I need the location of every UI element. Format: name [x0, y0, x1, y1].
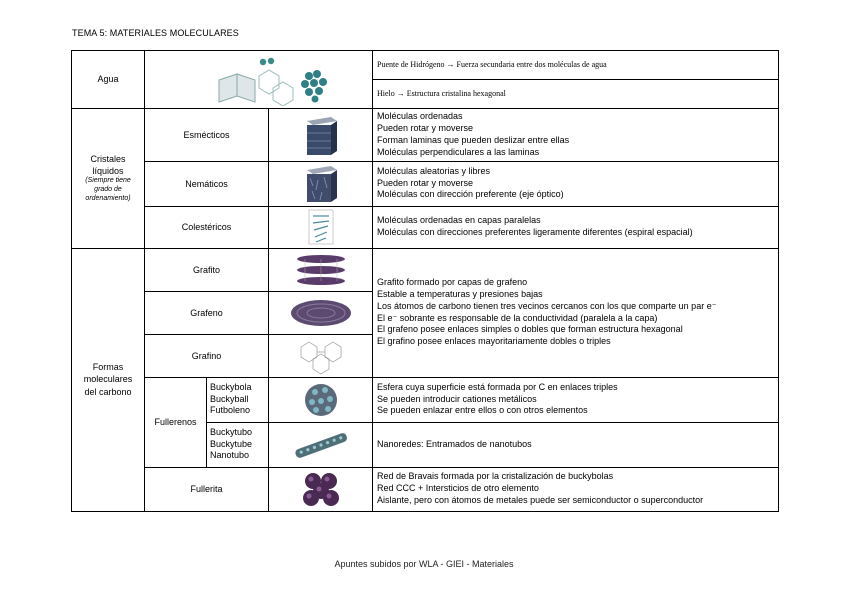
cristales-label: Cristales líquidos (Siempre tiene grado de ordenamiento) — [72, 109, 145, 249]
materials-table — [71, 50, 779, 512]
fullerita-desc: Red de Bravais formada por la cristalización de buckybolas Red CCC + Intersticios de otro elemento Aislante, pero con átomos de metales puede ser semiconductor o superconductor — [373, 467, 779, 511]
water-structure-image — [145, 51, 373, 109]
buckyball-image — [269, 377, 373, 422]
carbono-shared-desc: Grafito formado por capas de grafeno Estable a temperaturas y presiones bajas Los átomos de carbono tienen tres vecinos cercanos con los que comparte un par e⁻ El e⁻ sobrante es responsable de la conductividad (paralela a la capa) El grafeno posee enlaces simples o dobles que forman estructura hexagonal El grafino posee enlaces mayoritariamente dobles o triples — [373, 248, 779, 377]
buckybola-names: Buckybola Buckyball Futboleno — [207, 377, 269, 422]
grafeno-image — [269, 291, 373, 334]
fullerite-image — [269, 467, 373, 511]
esmecticos-label: Esmécticos — [145, 109, 269, 162]
fullerita-label: Fullerita — [145, 467, 269, 511]
agua-desc-2: Hielo → Estructura cristalina hexagonal — [373, 80, 779, 109]
page-title: TEMA 5: MATERIALES MOLECULARES — [72, 28, 239, 38]
colestericos-desc: Moléculas ordenadas en capas paralelas Moléculas con direcciones preferentes ligeramente diferentes (espiral espacial) — [373, 206, 779, 248]
agua-label: Agua — [72, 51, 145, 109]
carbono-label: Formas moleculares del carbono — [72, 248, 145, 511]
nematicos-desc: Moléculas aleatorias y libres Pueden rotar y moverse Moléculas con dirección preferente (eje óptico) — [373, 161, 779, 206]
colestericos-image — [269, 206, 373, 248]
page-footer: Apuntes subidos por WLA - GIEI - Materiales — [334, 559, 514, 569]
nematicos-image — [269, 161, 373, 206]
grafino-label: Grafino — [145, 334, 269, 377]
buckytubo-desc: Nanoredes: Entramados de nanotubos — [373, 422, 779, 467]
nanotube-image — [269, 422, 373, 467]
grafino-image — [269, 334, 373, 377]
grafito-label: Grafito — [145, 248, 269, 291]
esmecticos-desc: Moléculas ordenadas Pueden rotar y moverse Forman laminas que pueden deslizar entre ellas Moléculas perpendiculares a las laminas — [373, 109, 779, 162]
agua-desc-1: Puente de Hidrógeno → Fuerza secundaria entre dos moléculas de agua — [373, 51, 779, 80]
buckytubo-names: Buckytubo Buckytube Nanotubo — [207, 422, 269, 467]
colestericos-label: Colestéricos — [145, 206, 269, 248]
esmecticos-image — [269, 109, 373, 162]
grafito-image — [269, 248, 373, 291]
buckybola-desc: Esfera cuya superficie está formada por C en enlaces triples Se pueden introducir cationes metálicos Se pueden enlazar entre ellos o con otros elementos — [373, 377, 779, 422]
fullerenos-label: Fullerenos — [145, 377, 207, 467]
grafeno-label: Grafeno — [145, 291, 269, 334]
nematicos-label: Nemáticos — [145, 161, 269, 206]
